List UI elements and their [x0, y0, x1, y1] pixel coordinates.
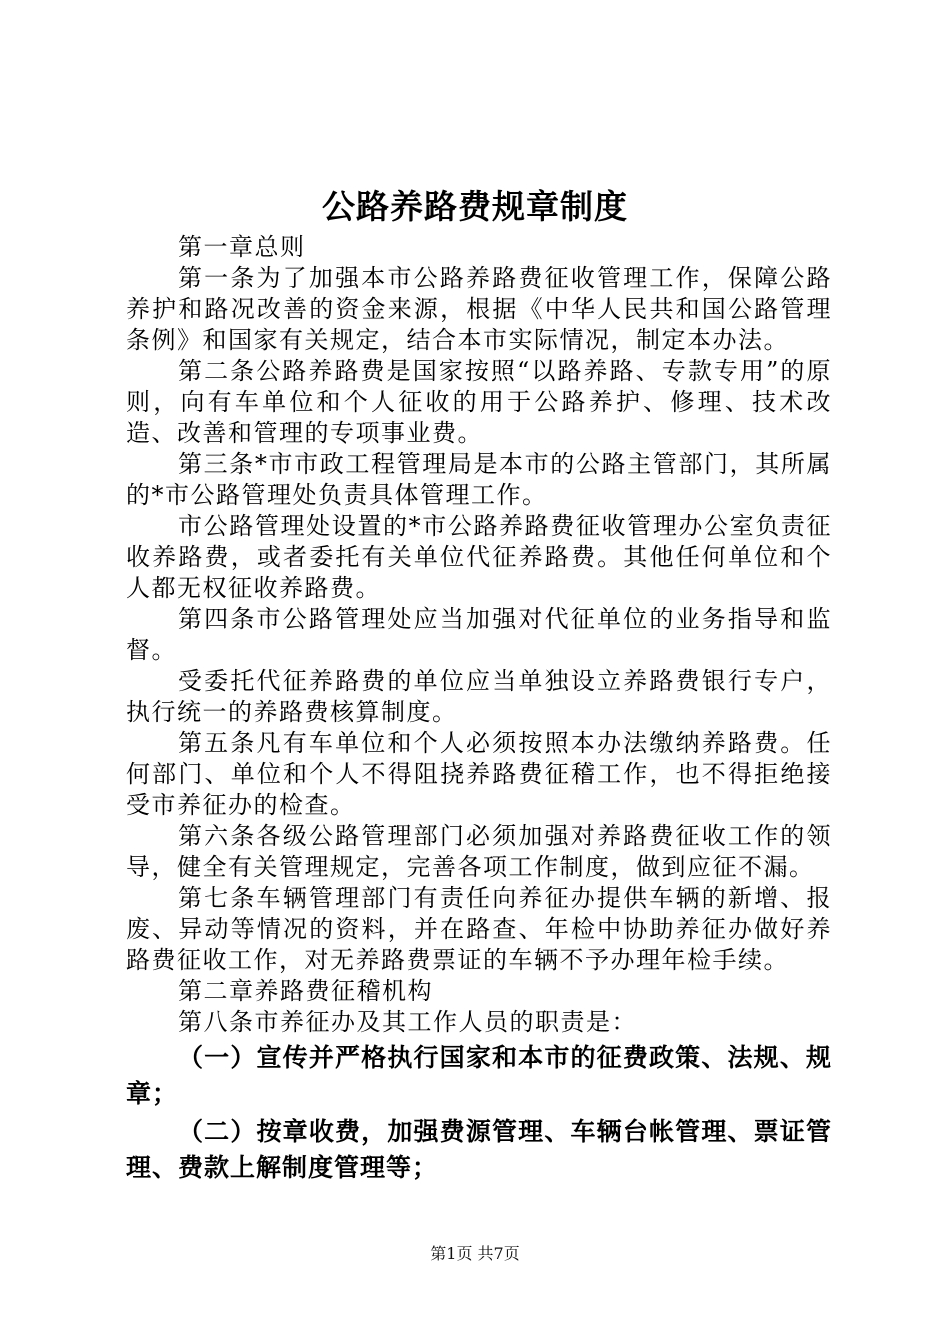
page-number-footer: 第1页 共7页 [430, 1244, 520, 1263]
article-paragraph: 市公路管理处设置的*市公路养路费征收管理办公室负责征收养路费，或者委托有关单位代征养路费。其他任何单位和个人都无权征收养路费。 [126, 512, 832, 602]
article-paragraph: 第四条市公路管理处应当加强对代征单位的业务指导和监督。 [126, 605, 832, 664]
article-paragraph: 第二条公路养路费是国家按照“以路养路、专款专用”的原则，向有车单位和个人征收的用于公路养护、修理、技术改造、改善和管理的专项事业费。 [126, 357, 832, 447]
document-body [126, 232, 832, 1186]
document-title: 公路养路费规章制度 [322, 187, 628, 226]
article-paragraph: 第五条凡有车单位和个人必须按照本办法缴纳养路费。任何部门、单位和个人不得阻挠养路费征稽工作，也不得拒绝接受市养征办的检查。 [126, 729, 832, 819]
article-paragraph: 第七条车辆管理部门有责任向养征办提供车辆的新增、报废、异动等情况的资料，并在路查、年检中协助养征办做好养路费征收工作，对无养路费票证的车辆不予办理年检手续。 [126, 884, 832, 974]
article-paragraph: 受委托代征养路费的单位应当单独设立养路费银行专户，执行统一的养路费核算制度。 [126, 667, 832, 726]
article-paragraph: 第六条各级公路管理部门必须加强对养路费征收工作的领导，健全有关管理规定，完善各项工作制度，做到应征不漏。 [126, 822, 832, 881]
chapter-heading: 第二章养路费征稽机构 [178, 977, 433, 1005]
chapter-heading: 第一章总则 [178, 233, 306, 261]
duty-item: （二）按章收费，加强费源管理、车辆台帐管理、票证管理、费款上解制度管理等； [126, 1117, 832, 1182]
article-paragraph: 第三条*市市政工程管理局是本市的公路主管部门，其所属的*市公路管理处负责具体管理工作。 [126, 450, 832, 509]
duty-item: （一）宣传并严格执行国家和本市的征费政策、法规、规章； [126, 1043, 832, 1108]
article-paragraph: 第一条为了加强本市公路养路费征收管理工作，保障公路养护和路况改善的资金来源，根据《中华人民共和国公路管理条例》和国家有关规定，结合本市实际情况，制定本办法。 [126, 264, 832, 354]
article-paragraph: 第八条市养征办及其工作人员的职责是： [178, 1008, 637, 1036]
